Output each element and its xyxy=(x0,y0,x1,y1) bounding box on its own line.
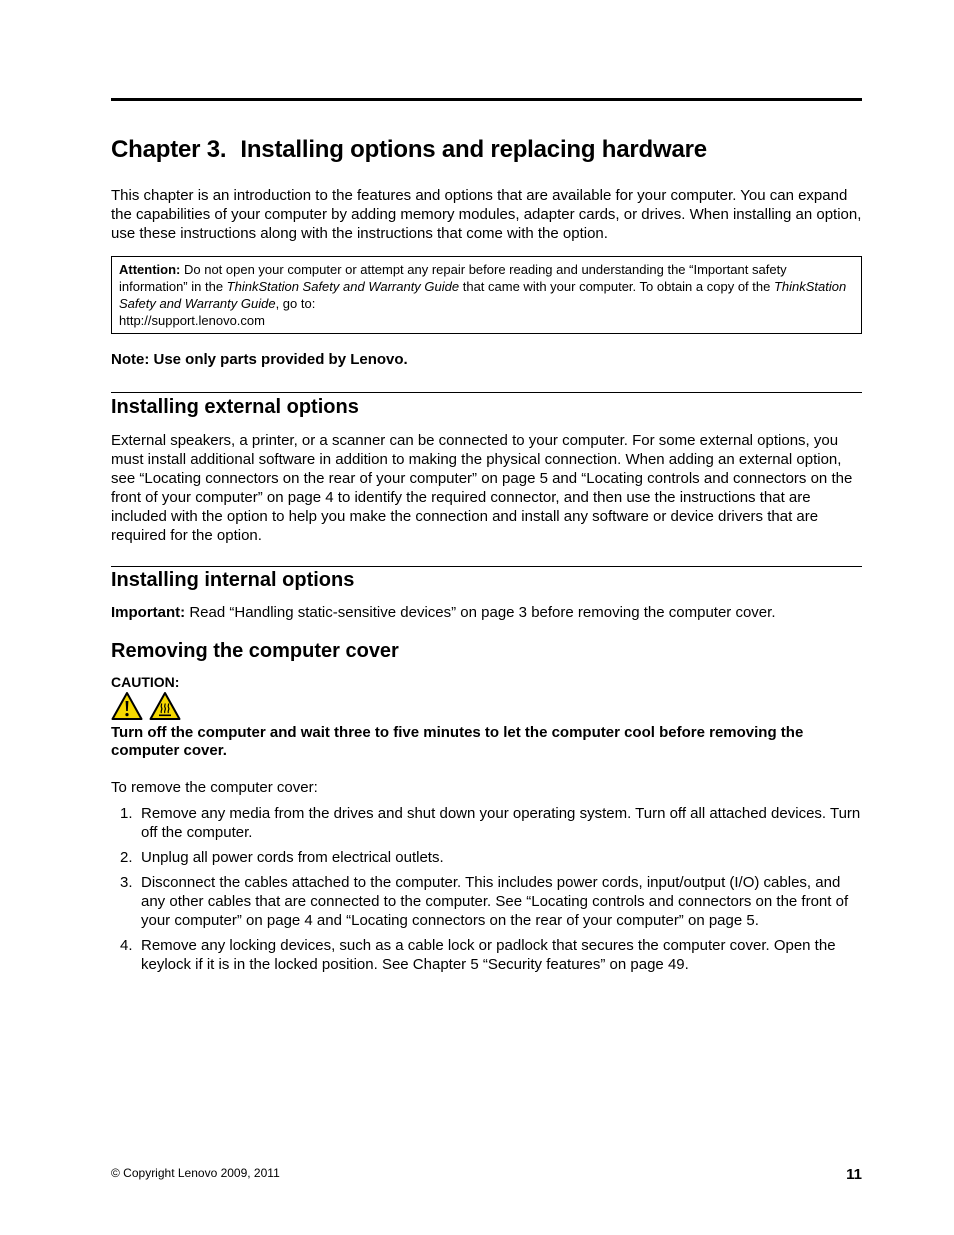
caution-label: CAUTION: xyxy=(111,674,180,690)
important-notice xyxy=(111,603,862,622)
guide-title-2: ThinkStation Safety and Warranty Guide xyxy=(119,279,847,311)
external-options-text: External speakers, a printer, or a scanner can be connected to your computer. For some external options, you must install additional software in addition to making the physical connection. When adding an external option, see “Locating connectors on the rear of your computer” on page 5 and “Locating controls and connectors on the front of your computer” on page 4 to identify the required connector, and then use the instructions that are included with the option to help you make the connection and install any software or device drivers that are required for the option. xyxy=(111,432,853,544)
hot-surface-icon xyxy=(149,691,181,721)
removal-steps xyxy=(111,804,862,980)
attention-text-1: Do not open your computer or attempt any repair before reading and understanding the “Important safety information” in the xyxy=(119,262,787,294)
support-url[interactable]: http://support.lenovo.com xyxy=(119,313,265,328)
steps-intro: To remove the computer cover: xyxy=(111,779,318,796)
step-item xyxy=(111,804,862,842)
step-number: 2. xyxy=(120,849,133,866)
step-number: 3. xyxy=(120,874,133,891)
chapter-title xyxy=(111,136,707,164)
chapter-top-rule xyxy=(111,98,862,101)
attention-text-3: , go to: xyxy=(275,296,316,311)
important-text: Read “Handling static-sensitive devices” on page 3 before removing the computer cover. xyxy=(185,604,776,621)
heading-external-options: Installing external options xyxy=(111,396,359,418)
chapter-intro: This chapter is an introduction to the features and options that are available for your computer. You can expand the capabilities of your computer by adding memory modules, adapter cards, or drives. When installing an option, use these instructions along with the instructions that come with the option. xyxy=(111,187,862,242)
step-text: Remove any locking devices, such as a cable lock or padlock that secures the computer cover. Open the keylock if it is in the locked position. See Chapter 5 “Security features” on page 49. xyxy=(141,937,836,973)
warning-triangle-icon xyxy=(111,691,143,721)
step-item xyxy=(111,848,862,867)
caution-icons xyxy=(111,691,181,721)
attention-notice xyxy=(111,256,862,334)
step-text: Remove any media from the drives and shut down your operating system. Turn off all attached devices. Turn off the computer. xyxy=(141,805,861,841)
section-rule-internal xyxy=(111,566,862,567)
attention-text-2: that came with your computer. To obtain a copy of the xyxy=(459,279,774,294)
guide-title-1: ThinkStation Safety and Warranty Guide xyxy=(226,279,460,294)
chapter-title-text: Installing options and replacing hardware xyxy=(240,136,707,163)
section-rule-external xyxy=(111,392,862,393)
parts-note: Note: Use only parts provided by Lenovo. xyxy=(111,351,408,368)
heading-removing-cover: Removing the computer cover xyxy=(111,640,399,662)
heading-internal-options xyxy=(111,569,354,592)
step-text: Disconnect the cables attached to the computer. This includes power cords, input/output (I/O) cables, and any other cables that are connected to the computer. See “Locating controls and connectors on the front of your computer” on page 4 and “Locating connectors on the rear of your computer” on page 5. xyxy=(141,874,849,929)
step-item xyxy=(111,936,862,974)
step-number: 4. xyxy=(120,937,133,954)
attention-label: Attention: xyxy=(119,262,181,277)
step-number: 1. xyxy=(120,805,133,822)
important-label: Important: xyxy=(111,604,186,621)
caution-text: Turn off the computer and wait three to five minutes to let the computer cool before removing the computer cover. xyxy=(111,724,804,759)
heading-internal-options-text: Installing internal options xyxy=(111,569,355,591)
chapter-number: Chapter 3. xyxy=(111,136,227,163)
footer-page-number: 11 xyxy=(846,1166,862,1183)
step-text: Unplug all power cords from electrical outlets. xyxy=(141,849,444,866)
footer-copyright: © Copyright Lenovo 2009, 2011 xyxy=(111,1166,280,1180)
step-item xyxy=(111,873,862,930)
